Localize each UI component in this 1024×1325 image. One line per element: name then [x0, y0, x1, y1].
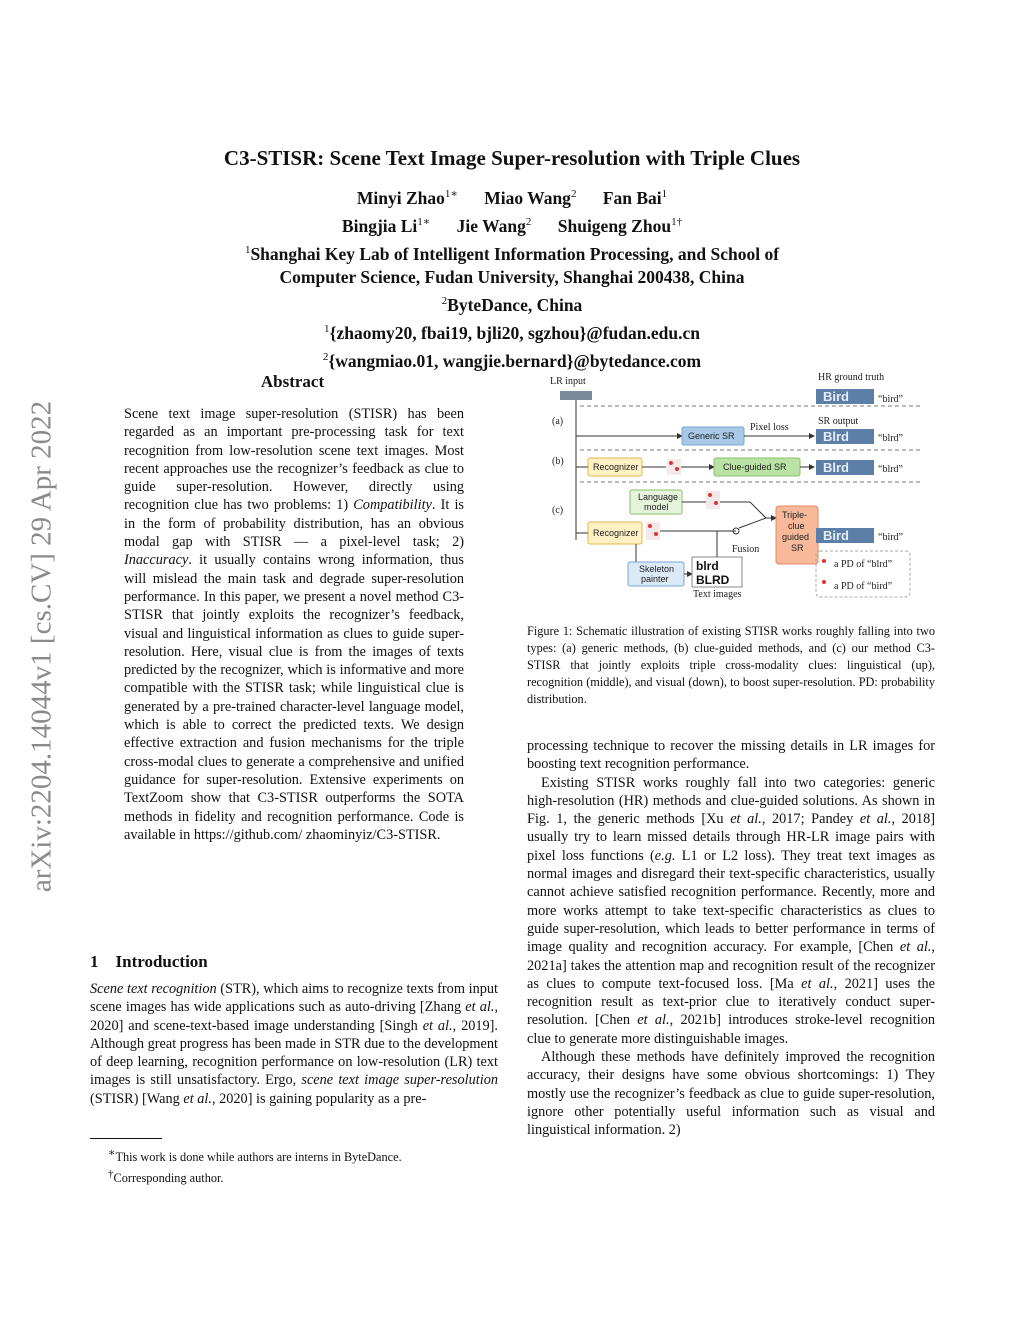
lm-label-2: model	[644, 502, 669, 512]
author-block	[90, 182, 934, 373]
pd-dot	[669, 461, 673, 465]
clue-sr-label: Clue-guided SR	[723, 462, 787, 472]
recognizer-label-b: Recognizer	[593, 462, 639, 472]
author-line-2	[90, 210, 934, 238]
text-image-BLRD: BLRD	[696, 573, 730, 587]
pd-dot	[822, 580, 826, 584]
triple-label-1: Triple-	[782, 510, 808, 520]
skel-label-1: Skeleton	[639, 564, 675, 574]
right-column-body	[527, 737, 935, 1140]
pd-icon-b	[667, 459, 681, 475]
author-sup: 1	[661, 188, 668, 200]
label-a: (a)	[552, 416, 564, 427]
author-name: Jie Wang	[456, 215, 526, 236]
pd-dot	[654, 532, 658, 536]
email-2: $^2${wangmiao.01, wangjie.bernard}@bytedance.com	[322, 350, 702, 371]
paragraph: Existing STISR works roughly fall into two categories: generic high-resolution (HR) methods and clue-guided solutions. As shown in Fig. 1, the generic methods [Xu et al., 2017; Pandey et al., 2018] usually try to learn missed details through HR-LR image pairs with pixel loss functions (e.g. L1 or L2 loss). They treat text images as normal images and disregard their text-specific characteristics, usually cannot achieve satisfied recognition performance. Recently, more and more works attempt to take text-specific characteristics as clues to guide super-resolution, which leads to better performance in terms of image quality and recognition accuracy. For example, [Chen et al., 2021a] takes the attention map and recognition result of the recognizer as clues to compute text-focused loss. [Ma et al., 2021] uses the recognition result as text-prior clue to iteratively conduct super-resolution. [Chen et al., 2021b] introduces stroke-level recognition clue to generate more distinguishable images.	[527, 774, 935, 1047]
arxiv-side-label	[12, 350, 72, 950]
hr-truth-label: HR ground truth	[818, 372, 885, 383]
author-line-1	[90, 182, 934, 210]
author-sup: 2	[570, 188, 577, 200]
pd-dot	[675, 467, 679, 471]
affiliation-2: $^2$ByteDance, China	[441, 295, 583, 316]
author-name: Bingjia Li	[341, 215, 418, 236]
figure-1-caption: Figure 1: Schematic illustration of existing STISR works roughly falling into two types: (a) generic methods, (b) clue-guided methods, and (c) our method C3-STISR that jointly exploits triple cross-modality clues: linguistical (up), recognition (middle), and visual (down), to boost super-resolution. PD: probability distribution.	[527, 624, 935, 706]
fusion-line	[750, 502, 766, 518]
abstract-heading: Abstract	[260, 372, 325, 391]
lr-input-label: LR input	[550, 376, 586, 387]
paragraph: processing technique to recover the missing details in LR images for boosting text recognition performance.	[527, 738, 935, 773]
pd-dot	[708, 493, 712, 497]
triple-label-4: SR	[791, 543, 804, 553]
pd-bird-label: a PD of “bird”	[834, 581, 893, 592]
paragraph: Although these methods have definitely improved the recognition accuracy, their designs have some obvious shortcomings: 1) They mostly use the recognizer’s feedback as clue to guide super-resolution, ignore other potentially useful information such as visual and linguistical information. 2)	[527, 1049, 935, 1139]
generic-sr-label: Generic SR	[688, 431, 735, 441]
email-1: $^1${zhaomy20, fbai19, bjli20, sgzhou}@fudan.edu.cn	[324, 323, 700, 344]
author-sup: 1∗	[417, 215, 431, 228]
pixel-loss-label: Pixel loss	[750, 422, 789, 433]
clue-sr-output-text: Blrd	[823, 460, 849, 475]
pd-icon-c1	[706, 491, 720, 509]
footnote-1: ∗This work is done while authors are interns in ByteDance.	[108, 1147, 402, 1165]
skel-label-2: painter	[641, 574, 669, 584]
triple-sr-output-text: Bird	[823, 528, 849, 543]
pd-dot	[714, 501, 718, 505]
recognizer-label-c: Recognizer	[593, 528, 639, 538]
affiliation-1: $^1$Shanghai Key Lab of Intelligent Information Processing, and School of	[244, 243, 780, 264]
section-heading-introduction: 1 Introduction	[90, 952, 208, 971]
quote-blrd-1: “blrd”	[878, 433, 903, 444]
pd-icon-c2	[646, 522, 660, 540]
author-name: Fan Bai	[602, 187, 662, 208]
affiliation-1-cont: Computer Science, Fudan University, Shanghai 200438, China	[279, 267, 745, 288]
footnote-2: †Corresponding author.	[108, 1168, 224, 1186]
quote-bird-1: “bird”	[878, 394, 903, 405]
abstract-body: Scene text image super-resolution (STISR) has been regarded as an important pre-processing task for text recognition from low-resolution scene text images. Most recent approaches use the recognizer’s feedback as clue to guide super-resolution. However, directly using recognition clue has two problems: 1) Compatibility. It is in the form of probability distribution, has an obvious modal gap with STISR — a pixel-level task; 2) Inaccuracy. it usually contains wrong information, thus will mislead the main task and degrade super-resolution performance. In this paper, we present a novel method C3-STISR that jointly exploits the recognizer’s feedback, visual and linguistical information as clues to guide super-resolution. Here, visual clue is from the images of texts predicted by the recognizer, which is informative and more compatible with the STISR task; while linguistical clue is generated by a pre-trained character-level language model, which is able to correct the predicted texts. We design effective extraction and fusion mechanisms for the triple cross-modal clues to generate a comprehensive and unified guidance for super-resolution. Extensive experiments on TextZoom show that C3-STISR outperforms the SOTA methods in fidelity and recognition performance. Code is available in https://github.com/ zhaominyiz/C3-STISR.	[124, 406, 464, 843]
triple-label-3: guided	[782, 532, 810, 542]
author-name: Miao Wang	[484, 187, 571, 208]
author-name: Minyi Zhao	[356, 187, 445, 208]
label-c: (c)	[552, 505, 564, 516]
introduction-body: Scene text recognition (STR), which aims to recognize texts from input scene images has wide applications such as auto-driving [Zhang et al., 2020] and scene-text-based image understanding [Singh et al., 2019]. Although great progress has been made in STR due to the development of deep learning, recognition performance on low-resolution (LR) text images is still unsatisfactory. Ergo, scene text image super-resolution (STISR) [Wang et al., 2020] is gaining popularity as a pre-	[90, 981, 499, 1107]
author-sup: 1†	[671, 215, 683, 228]
quote-blrd-2: “blrd”	[878, 464, 903, 475]
author-sup: 1∗	[444, 188, 458, 200]
lr-input-image	[560, 391, 592, 400]
label-b: (b)	[552, 456, 564, 467]
author-sup: 2	[525, 215, 532, 228]
figure-1-diagram	[540, 370, 940, 602]
sr-output-label: SR output	[818, 416, 859, 427]
text-images-label: Text images	[693, 589, 742, 600]
footnote-rule	[90, 1138, 162, 1139]
pd-dot	[822, 559, 826, 563]
lm-label-1: Language	[638, 492, 679, 502]
text-image-blrd: blrd	[696, 559, 719, 573]
hr-image-text: Bird	[823, 389, 849, 404]
footnotes	[108, 1145, 402, 1187]
pd-blrd-label: a PD of “blrd”	[834, 559, 893, 570]
quote-bird-2: “bird”	[878, 532, 903, 543]
author-name: Shuigeng Zhou	[557, 215, 672, 236]
pd-dot	[648, 524, 652, 528]
paper-title: C3-STISR: Scene Text Image Super-resolution with Triple Clues	[223, 146, 801, 170]
fusion-switch	[739, 518, 766, 528]
triple-label-2: clue	[788, 521, 805, 531]
fusion-label: Fusion	[732, 544, 760, 555]
arxiv-id: arXiv:2204.14044v1 [cs.CV] 29 Apr 2022	[25, 400, 58, 893]
sr-output-image-text: Blrd	[823, 429, 849, 444]
